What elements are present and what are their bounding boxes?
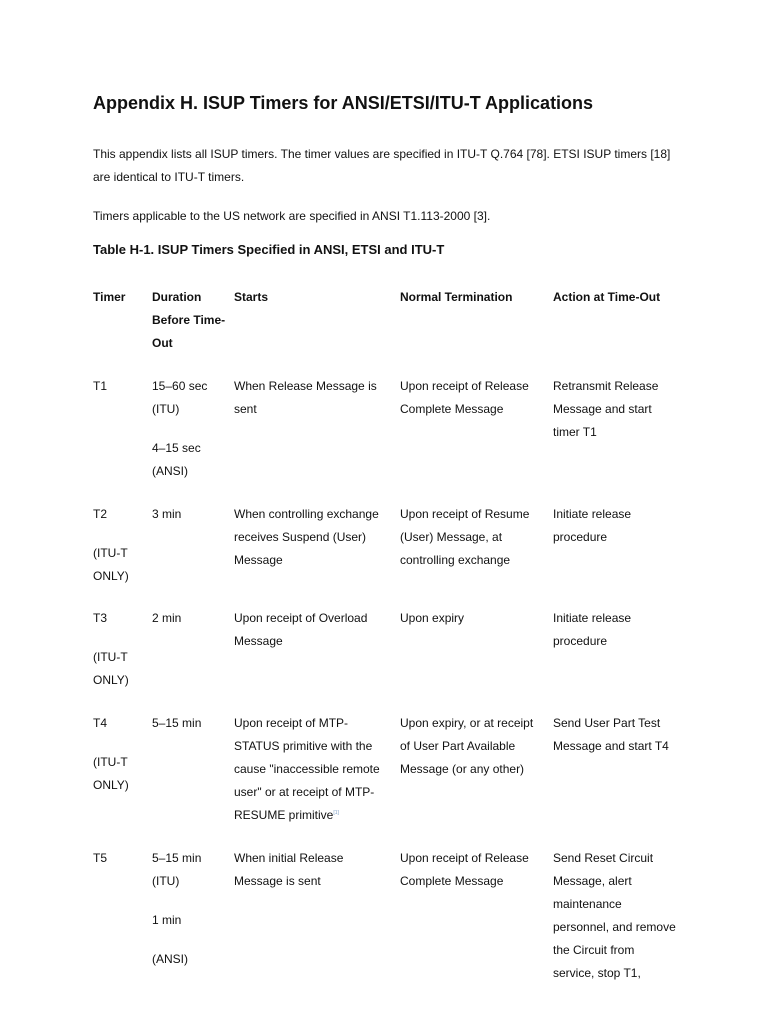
starts-text: Upon receipt of MTP-STATUS primitive with the cause "inaccessible remote user" or at receipt of MTP-RESUME primitive: [234, 716, 380, 822]
timer-name: T4: [93, 716, 108, 730]
table-row-t1-timer: [93, 375, 145, 398]
timer-name: T5: [93, 851, 108, 865]
table-row-t4-duration: 5–15 min: [152, 716, 202, 730]
table-row-t5-normal: Upon receipt of Release Complete Message: [400, 851, 529, 888]
table-row-t1-normal: Upon receipt of Release Complete Message: [400, 379, 529, 416]
timer-name: T1: [93, 379, 108, 393]
table-row-t4-timer: [93, 712, 145, 797]
table-row-t3-duration: 2 min: [152, 611, 182, 625]
table-row-t2-normal: Upon receipt of Resume (User) Message, at controlling exchange: [400, 507, 530, 567]
header-normal-termination: Normal Termination: [400, 290, 513, 304]
table-row-t1-starts: When Release Message is sent: [234, 379, 377, 416]
table-row-t2-starts: When controlling exchange receives Suspend (User) Message: [234, 507, 379, 567]
intro-paragraph: This appendix lists all ISUP timers. The timer values are specified in ITU-T Q.764 [78]. ETSI ISUP timers [18] are identical to ITU-T timers.: [93, 147, 671, 184]
footnote-link[interactable]: [1]: [333, 810, 339, 816]
timer-note: (ITU-T ONLY): [93, 546, 129, 583]
table-row-t5-duration: [152, 847, 230, 971]
timer-note: (ITU-T ONLY): [93, 755, 129, 792]
table-row-t4-normal: Upon expiry, or at receipt of User Part Available Message (or any other): [400, 716, 534, 776]
table-row-t3-timer: [93, 607, 145, 692]
table-row-t2-timer: [93, 503, 145, 588]
table-row-t5-timer: [93, 847, 145, 870]
table-row-t3-starts: Upon receipt of Overload Message: [234, 611, 368, 648]
duration-alt-value: 1 min: [152, 913, 182, 927]
header-starts: Starts: [234, 290, 269, 304]
table-row-t5-action: Send Reset Circuit Message, alert maintenance personnel, and remove the Circuit from service, stop T1,: [553, 851, 676, 980]
timer-name: T3: [93, 611, 108, 625]
table-row-t5-starts: When initial Release Message is sent: [234, 851, 344, 888]
timer-note: (ITU-T ONLY): [93, 650, 129, 687]
table-caption: Table H-1. ISUP Timers Specified in ANSI, ETSI and ITU-T: [93, 242, 445, 257]
duration-alt-unit: (ANSI): [152, 952, 188, 966]
us-network-paragraph: Timers applicable to the US network are specified in ANSI T1.113-2000 [3].: [93, 209, 491, 223]
table-row-t2-duration: 3 min: [152, 507, 182, 521]
duration-alt-value: 4–15 sec (ANSI): [152, 441, 201, 478]
timer-name: T2: [93, 507, 108, 521]
table-row-t4-action: Send User Part Test Message and start T4: [553, 716, 669, 753]
header-action-at-time-out: Action at Time-Out: [553, 290, 661, 304]
header-duration: Duration Before Time-Out: [152, 290, 226, 350]
table-row-t3-action: Initiate release procedure: [553, 611, 632, 648]
table-row-t3-normal: Upon expiry: [400, 611, 465, 625]
table-row-t2-action: Initiate release procedure: [553, 507, 632, 544]
duration-value: 5–15 min (ITU): [152, 851, 202, 888]
duration-value: 15–60 sec (ITU): [152, 379, 208, 416]
table-row-t1-duration: [152, 375, 230, 483]
page-title: Appendix H. ISUP Timers for ANSI/ETSI/ITU-T Applications: [93, 93, 594, 113]
header-timer: Timer: [93, 290, 126, 304]
table-row-t1-action: Retransmit Release Message and start timer T1: [553, 379, 659, 439]
table-row-t4-starts: [234, 712, 392, 827]
